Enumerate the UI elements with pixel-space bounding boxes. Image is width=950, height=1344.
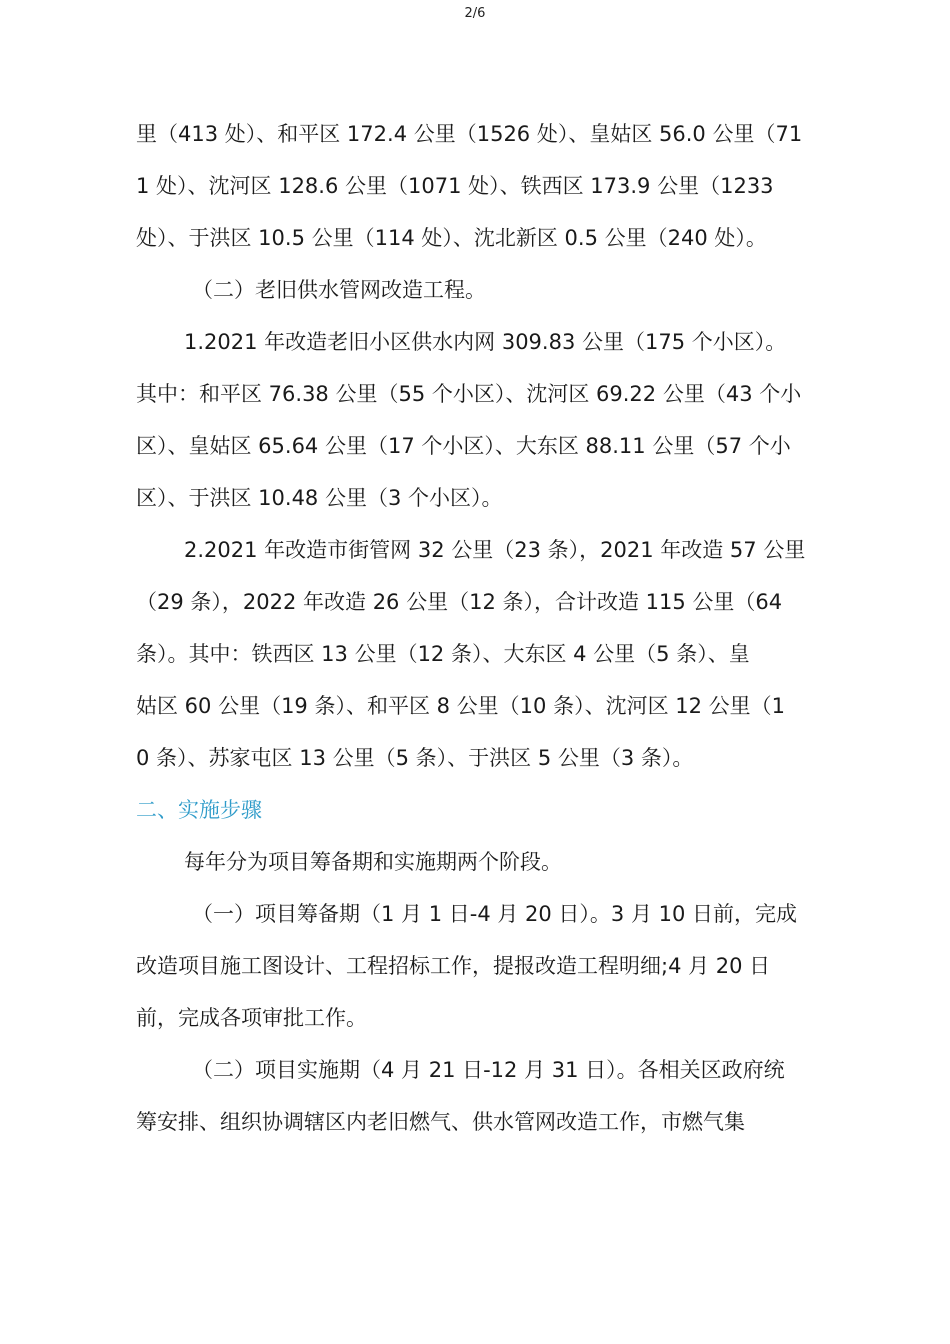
body-line: 条）。其中：铁西区 13 公里（12 条）、大东区 4 公里（5 条）、皇 [136, 642, 750, 666]
body-line: 1 处）、沈河区 128.6 公里（1071 处）、铁西区 173.9 公里（1233 [136, 174, 774, 198]
body-line: 0 条）、苏家屯区 13 公里（5 条）、于洪区 5 公里（3 条）。 [136, 746, 694, 770]
body-line: 其中：和平区 76.38 公里（55 个小区）、沈河区 69.22 公里（43 个小 [136, 382, 802, 406]
body-line: 筹安排、组织协调辖区内老旧燃气、供水管网改造工作，市燃气集 [136, 1110, 745, 1134]
page-number: 2/6 [464, 6, 486, 21]
body-line: （一）项目筹备期（1 月 1 日-4 月 20 日）。3 月 10 日前，完成 [192, 902, 798, 926]
body-line: （29 条），2022 年改造 26 公里（12 条），合计改造 115 公里（64 [136, 590, 783, 614]
body-line: 每年分为项目筹备期和实施期两个阶段。 [184, 850, 562, 874]
body-line: 处）、于洪区 10.5 公里（114 处）、沈北新区 0.5 公里（240 处）。 [136, 226, 767, 250]
body-line: 1.2021 年改造老旧小区供水内网 309.83 公里（175 个小区）。 [184, 330, 787, 354]
body-line: 里（413 处）、和平区 172.4 公里（1526 处）、皇姑区 56.0 公里（71 [136, 122, 803, 146]
body-line: 2.2021 年改造市街管网 32 公里（23 条），2021 年改造 57 公里 [184, 538, 806, 562]
section-heading: 二、实施步骤 [136, 798, 262, 822]
body-line: 区）、于洪区 10.48 公里（3 个小区）。 [136, 486, 503, 510]
section-subheading: （二）老旧供水管网改造工程。 [192, 278, 486, 302]
body-line: 前，完成各项审批工作。 [136, 1006, 367, 1030]
document-body [136, 108, 828, 1148]
body-line: （二）项目实施期（4 月 21 日-12 月 31 日）。各相关区政府统 [192, 1058, 785, 1082]
body-line: 姑区 60 公里（19 条）、和平区 8 公里（10 条）、沈河区 12 公里（1 [136, 694, 786, 718]
body-line: 改造项目施工图设计、工程招标工作，提报改造工程明细;4 月 20 日 [136, 954, 771, 978]
body-line: 区）、皇姑区 65.64 公里（17 个小区）、大东区 88.11 公里（57 个小 [136, 434, 791, 458]
